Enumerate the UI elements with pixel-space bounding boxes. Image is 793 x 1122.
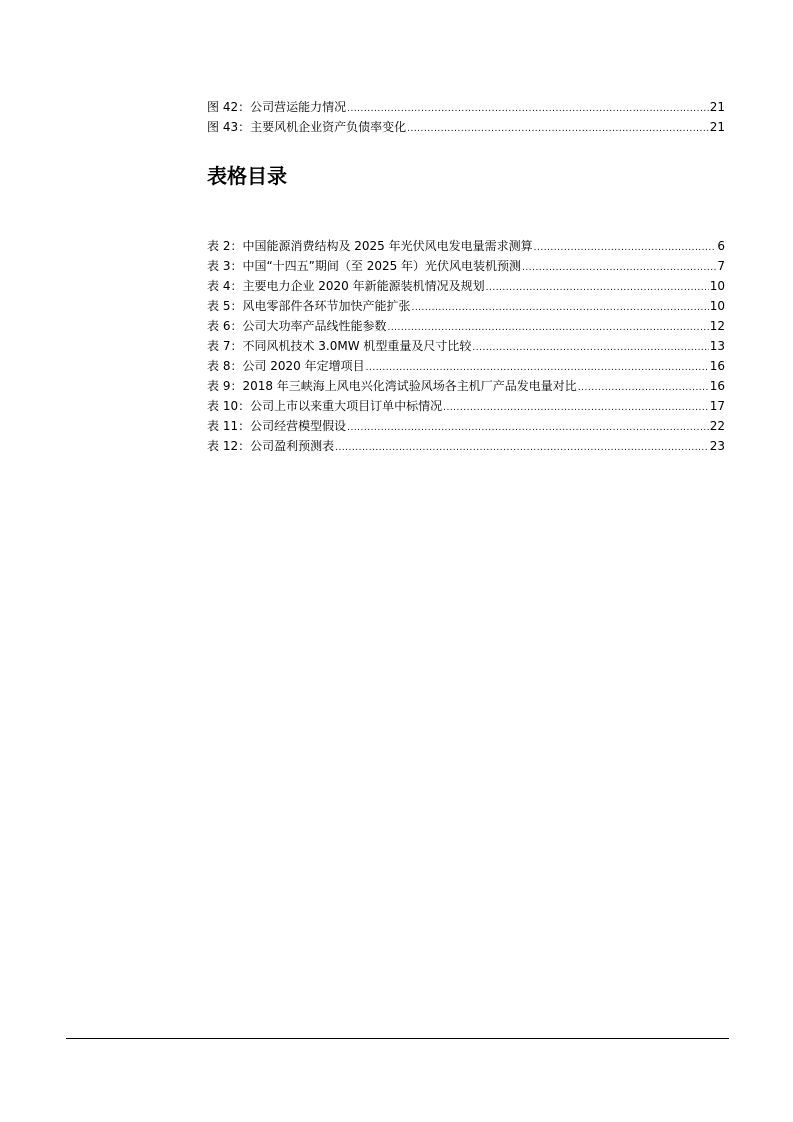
toc-entry-title: 图 43：主要风机企业资产负债率变化: [207, 120, 407, 134]
toc-entry-page: 6: [717, 239, 725, 253]
toc-entry-figure-42[interactable]: [207, 97, 725, 117]
toc-entry-table-11[interactable]: [207, 416, 725, 436]
toc-dot-leader: [347, 418, 709, 438]
toc-dot-leader: [443, 398, 709, 418]
toc-entry-title: 表 9：2018 年三峡海上风电兴化湾试验风场各主机厂产品发电量对比: [207, 379, 577, 393]
toc-dot-leader: [347, 99, 709, 119]
toc-entry-page: 22: [709, 419, 725, 433]
toc-entry-page: 16: [709, 379, 725, 393]
toc-entry-table-2[interactable]: [207, 236, 725, 256]
toc-dot-leader: [366, 358, 709, 378]
figure-toc-list: [207, 97, 725, 137]
table-toc-list: [207, 236, 725, 456]
toc-entry-page: 17: [709, 399, 725, 413]
toc-entry-page: 7: [717, 259, 725, 273]
toc-entry-table-12[interactable]: [207, 436, 725, 456]
toc-dot-leader: [522, 258, 716, 278]
toc-entry-page: 16: [709, 359, 725, 373]
toc-entry-table-3[interactable]: [207, 256, 725, 276]
toc-dot-leader: [387, 318, 708, 338]
toc-entry-title: 表 11：公司经营模型假设: [207, 419, 347, 433]
toc-dot-leader: [335, 438, 709, 458]
toc-entry-title: 表 8：公司 2020 年定增项目: [207, 359, 365, 373]
toc-dot-leader: [534, 238, 717, 258]
toc-entry-table-8[interactable]: [207, 356, 725, 376]
toc-entry-page: 10: [709, 279, 725, 293]
toc-entry-table-4[interactable]: [207, 276, 725, 296]
toc-dot-leader: [472, 338, 708, 358]
toc-dot-leader: [407, 119, 709, 139]
toc-entry-table-10[interactable]: [207, 396, 725, 416]
toc-entry-page: 13: [709, 339, 725, 353]
toc-entry-title: 表 7：不同风机技术 3.0MW 机型重量及尺寸比较: [207, 339, 472, 353]
toc-dot-leader: [411, 298, 708, 318]
toc-dot-leader: [486, 278, 709, 298]
toc-entry-table-6[interactable]: [207, 316, 725, 336]
toc-entry-title: 表 6：公司大功率产品线性能参数: [207, 319, 387, 333]
toc-entry-title: 图 42：公司营运能力情况: [207, 100, 347, 114]
footer-divider: [66, 1038, 729, 1039]
toc-entry-title: 表 12：公司盈利预测表: [207, 439, 335, 453]
toc-entry-title: 表 10：公司上市以来重大项目订单中标情况: [207, 399, 443, 413]
toc-entry-table-5[interactable]: [207, 296, 725, 316]
toc-entry-title: 表 2：中国能源消费结构及 2025 年光伏风电发电量需求测算: [207, 239, 533, 253]
toc-entry-table-7[interactable]: [207, 336, 725, 356]
toc-entry-page: 21: [709, 120, 725, 134]
toc-entry-title: 表 5：风电零部件各环节加快产能扩张: [207, 299, 411, 313]
toc-entry-title: 表 3：中国“十四五”期间（至 2025 年）光伏风电装机预测: [207, 259, 522, 273]
toc-entry-page: 23: [709, 439, 725, 453]
toc-entry-title: 表 4：主要电力企业 2020 年新能源装机情况及规划: [207, 279, 485, 293]
toc-entry-figure-43[interactable]: [207, 117, 725, 137]
toc-entry-page: 10: [709, 299, 725, 313]
tables-section-heading: 表格目录: [207, 164, 287, 188]
toc-entry-page: 21: [709, 100, 725, 114]
toc-entry-table-9[interactable]: [207, 376, 725, 396]
toc-dot-leader: [578, 378, 709, 398]
toc-entry-page: 12: [709, 319, 725, 333]
